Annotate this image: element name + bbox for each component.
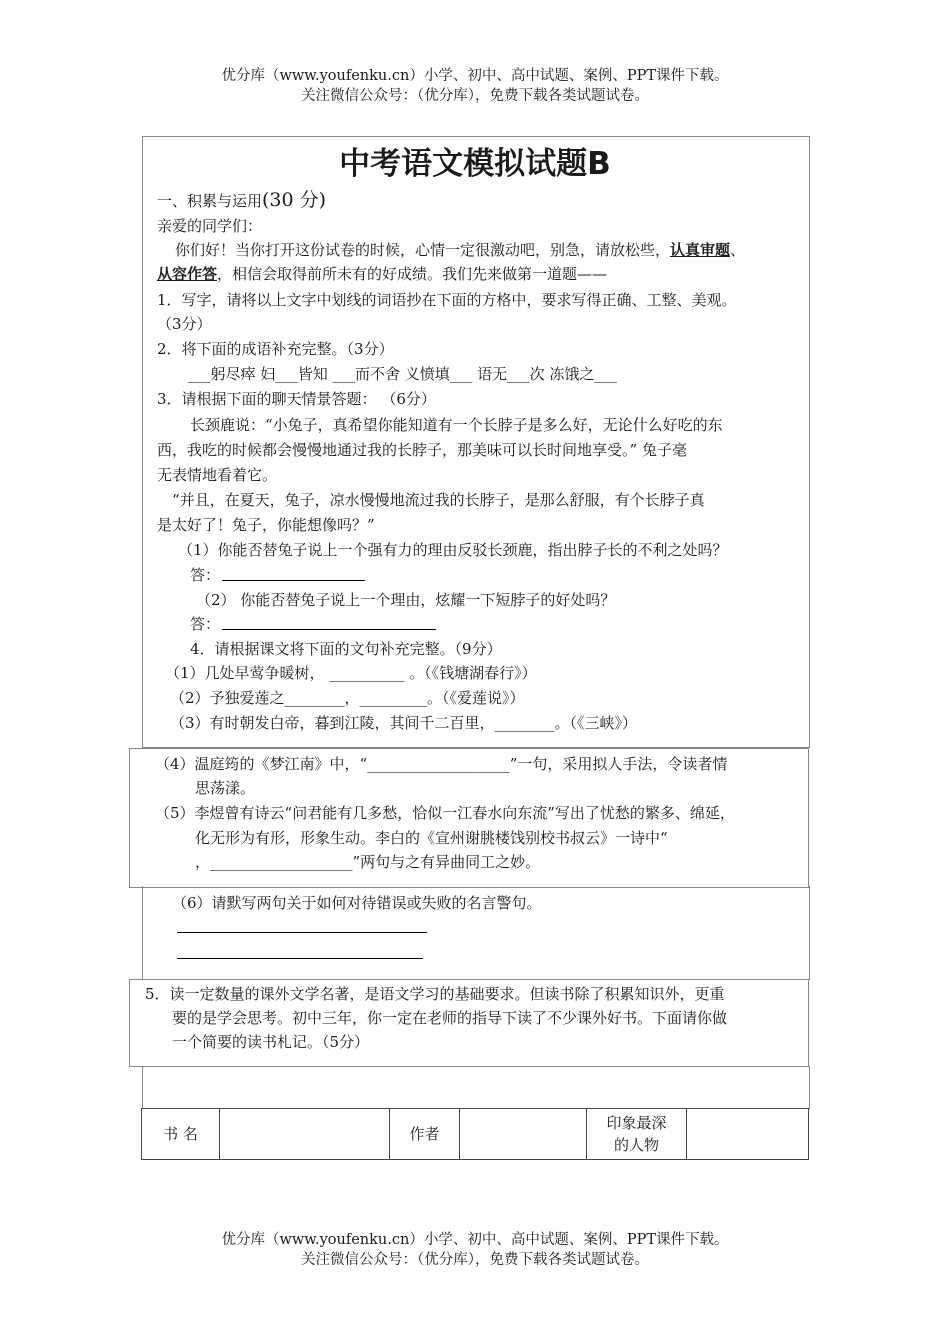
- q3-sub-2: （2） 你能否替兔子说上一个理由，炫耀一下短脖子的好处吗？: [196, 591, 616, 609]
- footer-line-2: 关注微信公众号：（优分库），免费下载各类试题试卷。: [301, 1252, 649, 1268]
- book-name-header: 书 名: [142, 1109, 220, 1160]
- greeting: 亲爱的同学们：: [157, 217, 263, 235]
- footer-line-1: 优分库（www.youfenku.cn）小学、初中、高中试题、案例、PPT课件下载。: [221, 1232, 729, 1248]
- q4-s3: （3）有时朝发白帝，暮到江陵，其间千二百里，________。（《三峡》）: [170, 714, 638, 732]
- q3-story-4: “并且，在夏天，兔子，凉水慢慢地流过我的长脖子，是那么舒服，有个长脖子真: [172, 491, 705, 509]
- q4-s6-answer-line-1[interactable]: [177, 932, 427, 933]
- q3-sub-1: （1）你能否替兔子说上一个强有力的理由反驳长颈鹿，指出脖子长的不利之处吗？: [178, 541, 728, 559]
- q4-s6-answer-line-2[interactable]: [177, 958, 423, 959]
- intro-line-2: 从容作答，相信会取得前所未有的好成绩。我们先来做第一道题——: [157, 265, 608, 283]
- q1-line-1: 1．写字，请将以上文字中划线的词语抄在下面的方格中，要求写得正确、工整、美观。: [157, 291, 737, 309]
- reading-notes-table: [141, 1108, 809, 1160]
- character-cell[interactable]: [687, 1109, 809, 1160]
- author-header: 作者: [390, 1109, 460, 1160]
- header-line-2: 关注微信公众号：（优分库），免费下载各类试题试卷。: [301, 88, 649, 104]
- q4-s6: （6）请默写两句关于如何对待错误或失败的名言警句。: [172, 894, 542, 912]
- underlined-word-1: 认真审题: [670, 241, 731, 259]
- q3-answer-label-1: 答：: [190, 566, 221, 584]
- character-header: 印象最深 的人物: [587, 1109, 687, 1160]
- q3-story-2: 西，我吃的时候都会慢慢地通过我的长脖子，那美味可以长时间地享受。” 兔子毫: [157, 441, 687, 459]
- q3-story-5: 是太好了！兔子，你能想像吗？”: [157, 516, 375, 534]
- header-line-1: 优分库（www.youfenku.cn）小学、初中、高中试题、案例、PPT课件下载。: [221, 68, 729, 84]
- q2-items: ___躬尽瘁 妇___皆知 ___而不舍 义愤填___ 语无___次 冻饿之___: [188, 365, 617, 383]
- q4-s5-line-2: 化无形为有形，形象生动。李白的《宣州谢朓楼饯别校书叔云》一诗中“: [195, 829, 668, 847]
- underlined-word-2: 从容作答: [157, 265, 218, 283]
- q2-text: 2．将下面的成语补充完整。（3分）: [157, 340, 394, 358]
- q4-s5-line-3: ，___________________”两句与之有异曲同工之妙。: [195, 853, 541, 871]
- book-name-cell[interactable]: [220, 1109, 390, 1160]
- q4-s4-line-1: （4）温庭筠的《梦江南》中，“___________________”一句，采用拟人手法，令读者情: [155, 755, 728, 773]
- page-footer: [0, 1230, 950, 1270]
- section-heading: 一、积累与运用(30 分): [157, 189, 327, 211]
- q3-story-1: 长颈鹿说：“小兔子，真希望你能知道有一个长脖子是多么好，无论什么好吃的东: [190, 416, 723, 434]
- intro-line-1: 你们好！当你打开这份试卷的时候，心情一定很激动吧，别急，请放松些，认真审题、: [175, 241, 746, 259]
- q4-s1: （1）几处早莺争暖树， __________ 。（《钱塘湖春行》）: [165, 664, 537, 682]
- q3-text: 3．请根据下面的聊天情景答题： （6分）: [157, 390, 436, 408]
- page-header: [0, 66, 950, 106]
- q5-line-1: 5．读一定数量的课外文学名著，是语文学习的基础要求。但读书除了积累知识外，更重: [145, 985, 725, 1003]
- frame-gap: [142, 1066, 810, 1109]
- q3-answer-label-2: 答：: [190, 615, 221, 633]
- q4-s5-line-1: （5）李煜曾有诗云“问君能有几多愁，恰似一江春水向东流”写出了忧愁的繁多、绵延，: [155, 804, 735, 822]
- page-title: 中考语文模拟试题B: [339, 146, 611, 182]
- q5-line-2: 要的是学会思考。初中三年，你一定在老师的指导下读了不少课外好书。下面请你做: [172, 1009, 728, 1027]
- q4-s2: （2）予独爱莲之________，_________。（《爱莲说》）: [170, 689, 525, 707]
- q5-line-3: 一个简要的读书札记。（5分）: [172, 1033, 370, 1051]
- q4-s4-line-2: 思荡漾。: [195, 779, 256, 797]
- q3-story-3: 无表情地看着它。: [157, 466, 278, 484]
- q1-line-2: （3分）: [157, 315, 212, 333]
- author-cell[interactable]: [460, 1109, 587, 1160]
- q3-answer-line-1[interactable]: [222, 580, 365, 581]
- q3-answer-line-2[interactable]: [222, 629, 436, 630]
- table-row: [142, 1109, 809, 1160]
- q4-text: 4．请根据课文将下面的文句补充完整。（9分）: [190, 640, 502, 658]
